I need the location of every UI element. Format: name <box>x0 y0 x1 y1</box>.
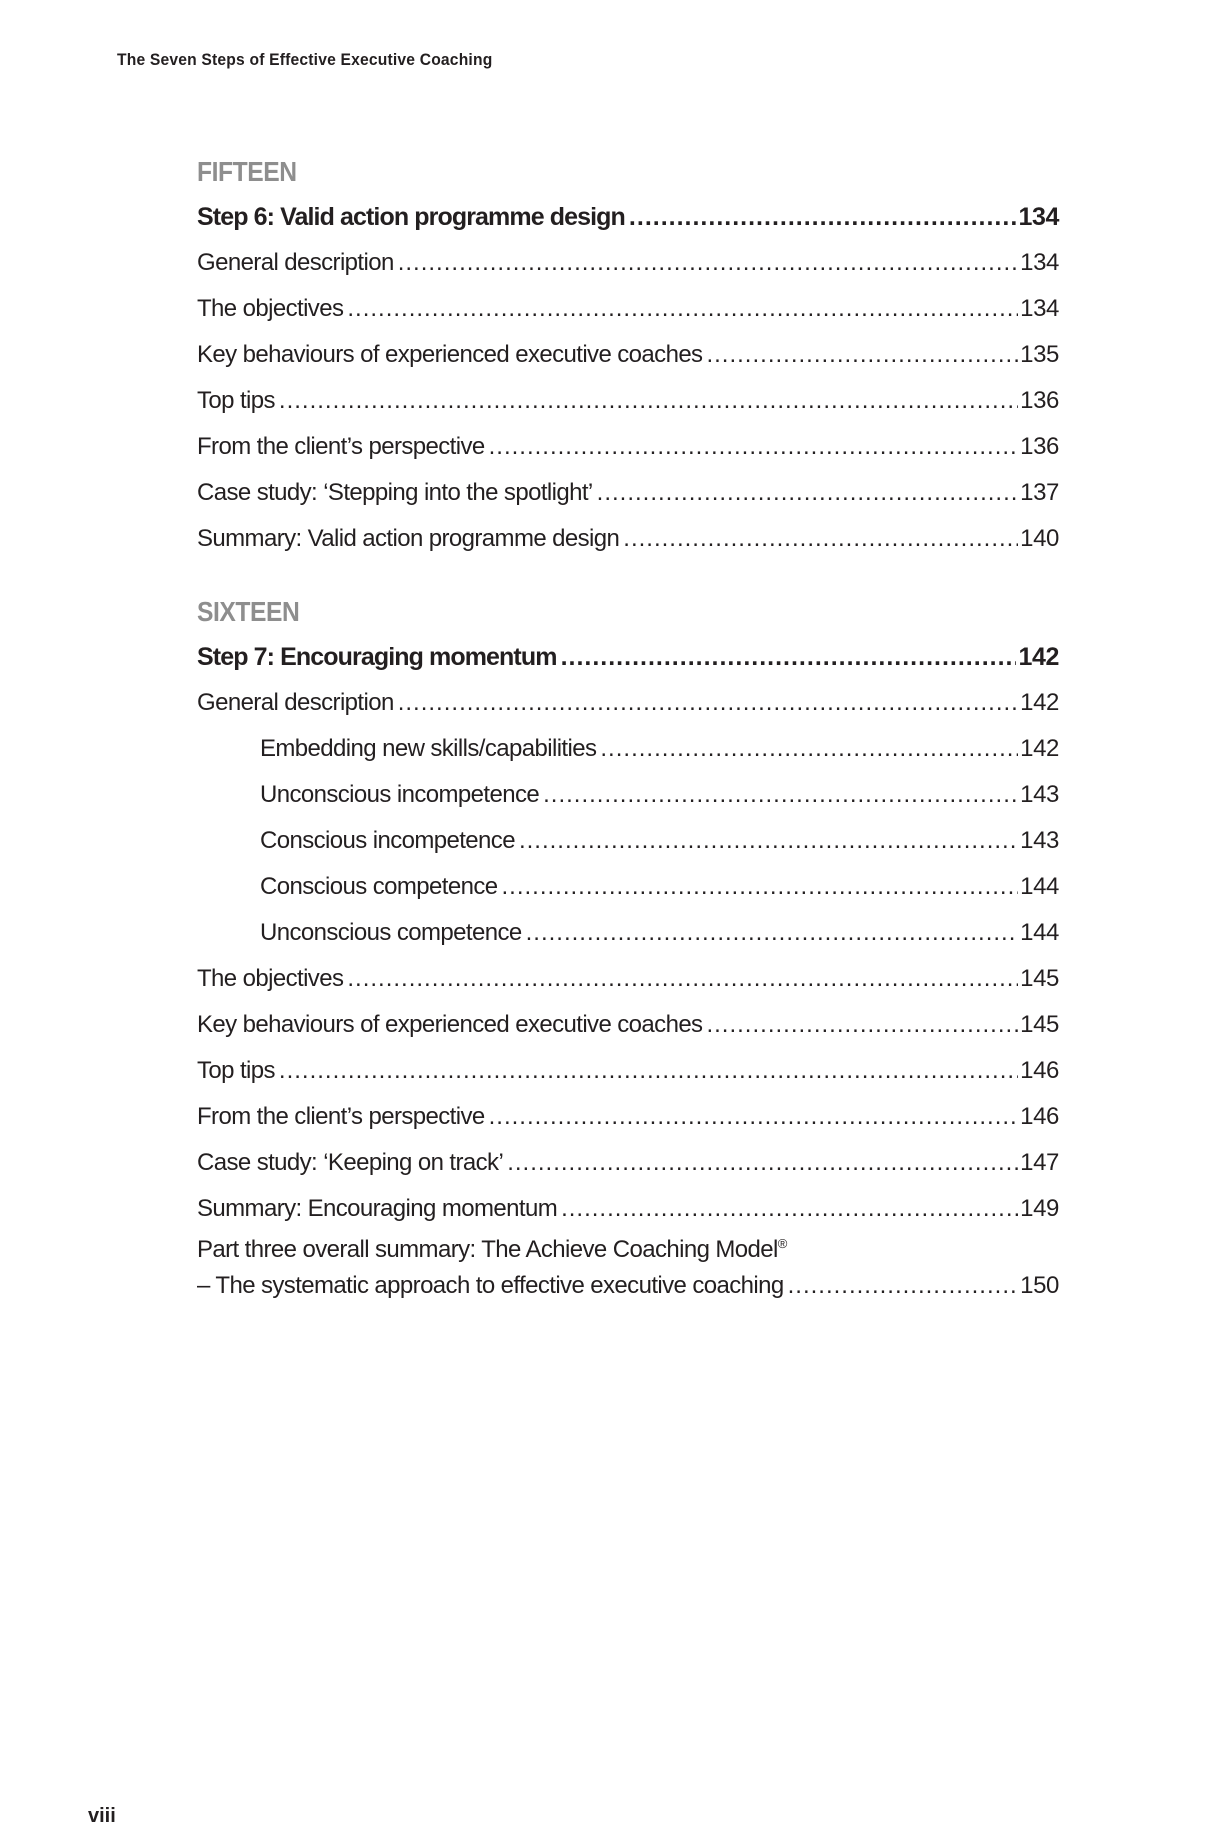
chapter-number: FIFTEEN <box>197 156 297 187</box>
dot-leader <box>279 378 1018 424</box>
page-number: 136 <box>1020 433 1059 460</box>
toc-entry <box>197 332 1059 378</box>
toc-entry <box>197 1002 1059 1048</box>
toc-entry <box>197 1048 1059 1094</box>
dot-leader <box>347 956 1018 1002</box>
entry-label: Conscious competence <box>260 873 498 900</box>
overall-summary-line1 <box>197 1232 1059 1268</box>
dot-leader <box>526 910 1019 956</box>
chapter-number: SIXTEEN <box>197 596 300 627</box>
entry-label: Embedding new skills/capabilities <box>260 735 597 762</box>
page-number: 149 <box>1020 1195 1059 1222</box>
toc-subentry <box>197 818 1059 864</box>
page-number: 140 <box>1020 525 1059 552</box>
entry-label: Top tips <box>197 387 275 414</box>
entry-label: Conscious incompetence <box>260 827 515 854</box>
dot-leader <box>629 194 1017 240</box>
dot-leader <box>600 726 1018 772</box>
page-number: 142 <box>1020 689 1059 716</box>
entry-label: Summary: Encouraging momentum <box>197 1195 558 1222</box>
dot-leader <box>489 1094 1019 1140</box>
entry-label: Top tips <box>197 1057 275 1084</box>
entry-label: Case study: ‘Keeping on track’ <box>197 1149 504 1176</box>
page-number: 145 <box>1020 1011 1059 1038</box>
toc-entry <box>197 680 1059 726</box>
entry-label: From the client’s perspective <box>197 1103 485 1130</box>
toc-entry <box>197 286 1059 332</box>
dot-leader <box>398 680 1018 726</box>
page-number: 143 <box>1020 781 1059 808</box>
overall-summary-line2 <box>197 1268 1059 1304</box>
dot-leader <box>507 1140 1018 1186</box>
toc-subentry <box>197 910 1059 956</box>
dot-leader <box>279 1048 1018 1094</box>
page-number: 137 <box>1020 479 1059 506</box>
page-number: 145 <box>1020 965 1059 992</box>
entry-label: Key behaviours of experienced executive coaches <box>197 341 703 368</box>
page-number: 142 <box>1018 643 1059 671</box>
entry-label: From the client’s perspective <box>197 433 485 460</box>
page-number: 134 <box>1020 295 1059 322</box>
dot-leader <box>519 818 1018 864</box>
entry-label: Unconscious competence <box>260 919 522 946</box>
page-number: 146 <box>1020 1057 1059 1084</box>
chapter-title-entry <box>197 194 1059 240</box>
entry-label: The objectives <box>197 965 344 992</box>
dot-leader <box>489 424 1019 470</box>
entry-label: Unconscious incompetence <box>260 781 540 808</box>
toc-entry <box>197 1094 1059 1140</box>
dot-leader <box>398 240 1018 286</box>
table-of-contents <box>197 150 1059 1304</box>
entry-label: Summary: Valid action programme design <box>197 525 620 552</box>
page-number: 142 <box>1020 735 1059 762</box>
dot-leader <box>788 1268 1019 1304</box>
chapter-title: Step 7: Encouraging momentum <box>197 643 557 671</box>
toc-entry <box>197 516 1059 562</box>
registered-mark: ® <box>777 1236 787 1251</box>
chapter-title-entry <box>197 634 1059 680</box>
overall-summary-title: Part three overall summary: The Achieve Coaching Model <box>197 1236 778 1263</box>
page-number: 134 <box>1018 203 1059 231</box>
toc-entry <box>197 1186 1059 1232</box>
running-head: The Seven Steps of Effective Executive Coaching <box>117 50 493 69</box>
toc-subentry <box>197 772 1059 818</box>
toc-subentry <box>197 864 1059 910</box>
folio-page-number: viii <box>88 1805 116 1827</box>
dot-leader <box>706 1002 1018 1048</box>
entry-label: Key behaviours of experienced executive coaches <box>197 1011 703 1038</box>
dot-leader <box>597 470 1018 516</box>
page-number: 144 <box>1020 873 1059 900</box>
toc-entry <box>197 470 1059 516</box>
dot-leader <box>543 772 1018 818</box>
dot-leader <box>623 516 1018 562</box>
dot-leader <box>706 332 1018 378</box>
overall-summary-subtitle: – The systematic approach to effective executive coaching <box>197 1272 784 1299</box>
page-number: 135 <box>1020 341 1059 368</box>
page-number: 147 <box>1020 1149 1059 1176</box>
entry-label: The objectives <box>197 295 344 322</box>
page-number: 144 <box>1020 919 1059 946</box>
toc-entry <box>197 956 1059 1002</box>
dot-leader <box>561 1186 1018 1232</box>
dot-leader <box>561 634 1017 680</box>
chapter-gap <box>197 562 1059 590</box>
dot-leader <box>501 864 1018 910</box>
toc-entry <box>197 424 1059 470</box>
toc-entry <box>197 240 1059 286</box>
chapter-title: Step 6: Valid action programme design <box>197 203 625 231</box>
page-number: 143 <box>1020 827 1059 854</box>
entry-label: General description <box>197 249 394 276</box>
page-number: 134 <box>1020 249 1059 276</box>
toc-entry <box>197 378 1059 424</box>
dot-leader <box>347 286 1018 332</box>
toc-subentry <box>197 726 1059 772</box>
page-number: 150 <box>1020 1272 1059 1299</box>
entry-label: Case study: ‘Stepping into the spotlight’ <box>197 479 593 506</box>
entry-label: General description <box>197 689 394 716</box>
toc-entry <box>197 1140 1059 1186</box>
page-number: 146 <box>1020 1103 1059 1130</box>
page-number: 136 <box>1020 387 1059 414</box>
